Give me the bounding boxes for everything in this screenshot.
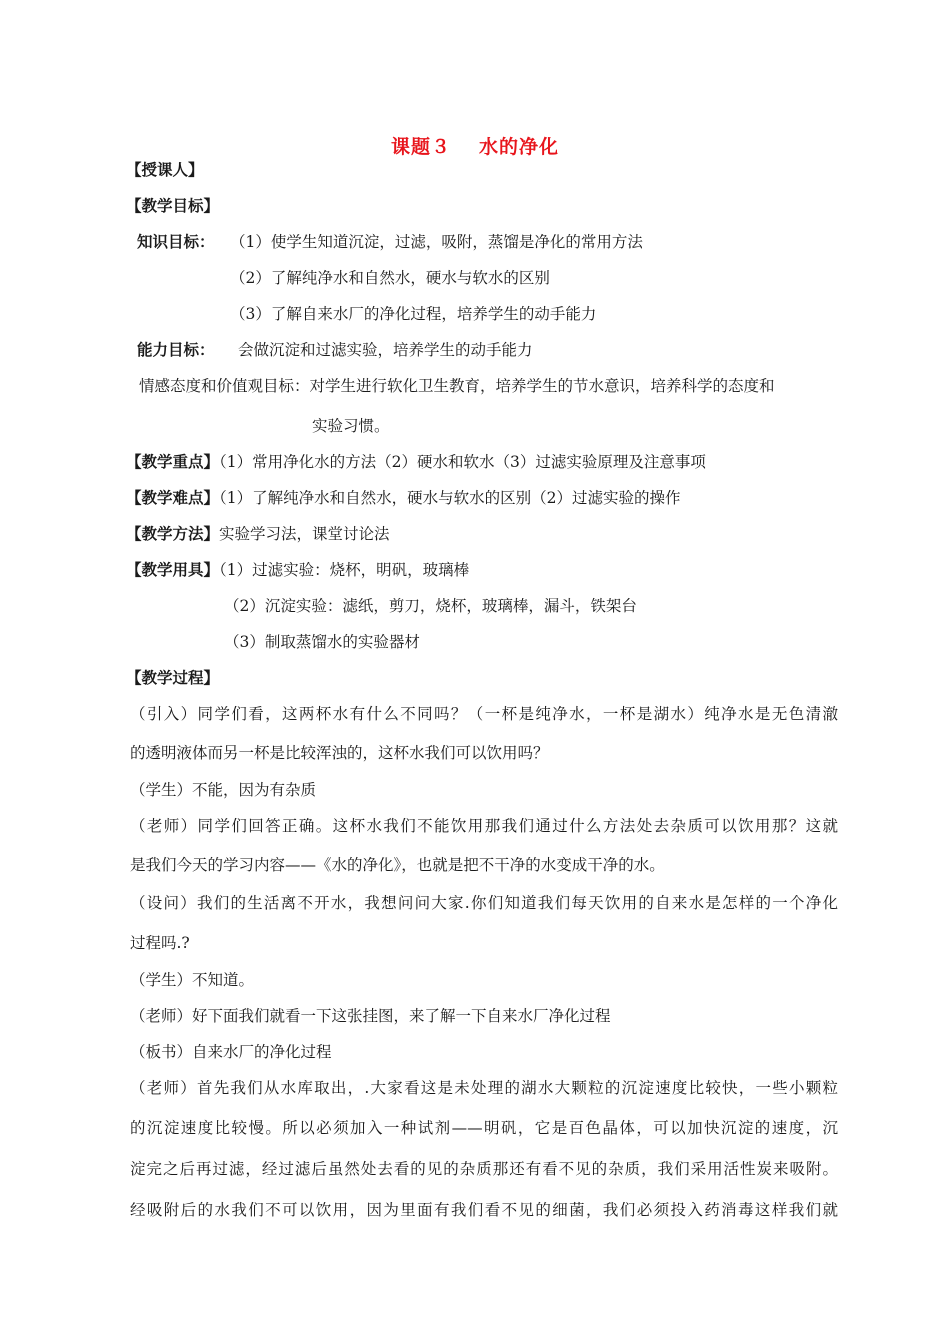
lesson-name: 水的净化 — [479, 136, 560, 158]
objectives-heading: 【教学目标】 — [126, 197, 220, 215]
knowledge-item-3: （3）了解自来水厂的净化过程，培养学生的动手能力 — [230, 305, 597, 323]
lesson-number: 课题３ — [390, 136, 451, 158]
ability-text: 会做沉淀和过滤实验，培养学生的动手能力 — [238, 341, 533, 359]
knowledge-item-1: （1）使学生知道沉淀，过滤，吸附，蒸馏是净化的常用方法 — [230, 233, 643, 251]
emotion-goal-line-1: 情感态度和价值观目标：对学生进行软化卫生教育，培养学生的节水意识，培养科学的态度和 — [139, 377, 775, 395]
instructor-heading: 【授课人】 — [126, 161, 204, 179]
ability-label: 能力目标： — [137, 341, 215, 359]
tools-heading: 【教学用具】 — [126, 561, 220, 579]
paragraph-line: （学生）不知道。 — [130, 971, 255, 989]
methods-row — [126, 524, 390, 544]
methods-heading: 【教学方法】 — [126, 525, 220, 543]
process-heading: 【教学过程】 — [126, 669, 220, 687]
key-points-text: （1）常用净化水的方法（2）硬水和软水（3）过滤实验原理及注意事项 — [219, 453, 706, 471]
emotion-goal-line-2: 实验习惯。 — [312, 417, 390, 435]
difficulties-heading: 【教学难点】 — [126, 489, 220, 507]
paragraph-line: 淀完之后再过滤，经过滤后虽然处去看的见的杂质那还有看不见的杂质，我们采用活性炭来吸附。 — [130, 1160, 838, 1178]
paragraph-line: （老师）同学们回答正确。这杯水我们不能饮用那我们通过什么方法处去杂质可以饮用那？这就 — [130, 817, 838, 835]
paragraph-line: （引入）同学们看，这两杯水有什么不同吗？（一杯是纯净水，一杯是湖水）纯净水是无色清澈 — [130, 705, 838, 723]
key-points-row — [126, 452, 706, 472]
paragraph-line: （老师）好下面我们就看一下这张挂图，来了解一下自来水厂净化过程 — [130, 1007, 611, 1025]
lesson-title — [0, 132, 950, 159]
paragraph-line: 经吸附后的水我们不可以饮用，因为里面有我们看不见的细菌，我们必须投入药消毒这样我们就 — [130, 1201, 838, 1219]
tools-item-2: （2）沉淀实验：滤纸，剪刀，烧杯，玻璃棒，漏斗，铁架台 — [224, 597, 637, 615]
paragraph-line: 的透明液体而另一杯是比较浑浊的，这杯水我们可以饮用吗？ — [130, 744, 549, 762]
paragraph-line: 过程吗.? — [130, 934, 190, 952]
knowledge-item-2: （2）了解纯净水和自然水，硬水与软水的区别 — [230, 269, 550, 287]
key-points-heading: 【教学重点】 — [126, 453, 220, 471]
difficulties-text: （1）了解纯净水和自然水，硬水与软水的区别（2）过滤实验的操作 — [219, 489, 681, 507]
tools-row — [126, 560, 469, 580]
paragraph-line: 的沉淀速度比较慢。所以必须加入一种试剂——明矾，它是百色晶体，可以加快沉淀的速度，沉 — [130, 1119, 838, 1137]
difficulties-row — [126, 488, 681, 508]
paragraph-line: （学生）不能，因为有杂质 — [130, 781, 317, 799]
tools-item-1: （1）过滤实验：烧杯，明矾，玻璃棒 — [219, 561, 470, 579]
methods-text: 实验学习法，课堂讨论法 — [219, 525, 390, 543]
tools-item-3: （3）制取蒸馏水的实验器材 — [224, 633, 420, 651]
paragraph-line: 是我们今天的学习内容——《水的净化》，也就是把不干净的水变成干净的水。 — [130, 856, 665, 874]
paragraph-line: （设问）我们的生活离不开水，我想问问大家.你们知道我们每天饮用的自来水是怎样的一个净化 — [130, 894, 838, 912]
knowledge-label: 知识目标： — [137, 233, 215, 251]
paragraph-line: （老师）首先我们从水库取出，.大家看这是未处理的湖水大颗粒的沉淀速度比较快，一些小颗粒 — [130, 1079, 838, 1097]
paragraph-line: （板书）自来水厂的净化过程 — [130, 1043, 332, 1061]
